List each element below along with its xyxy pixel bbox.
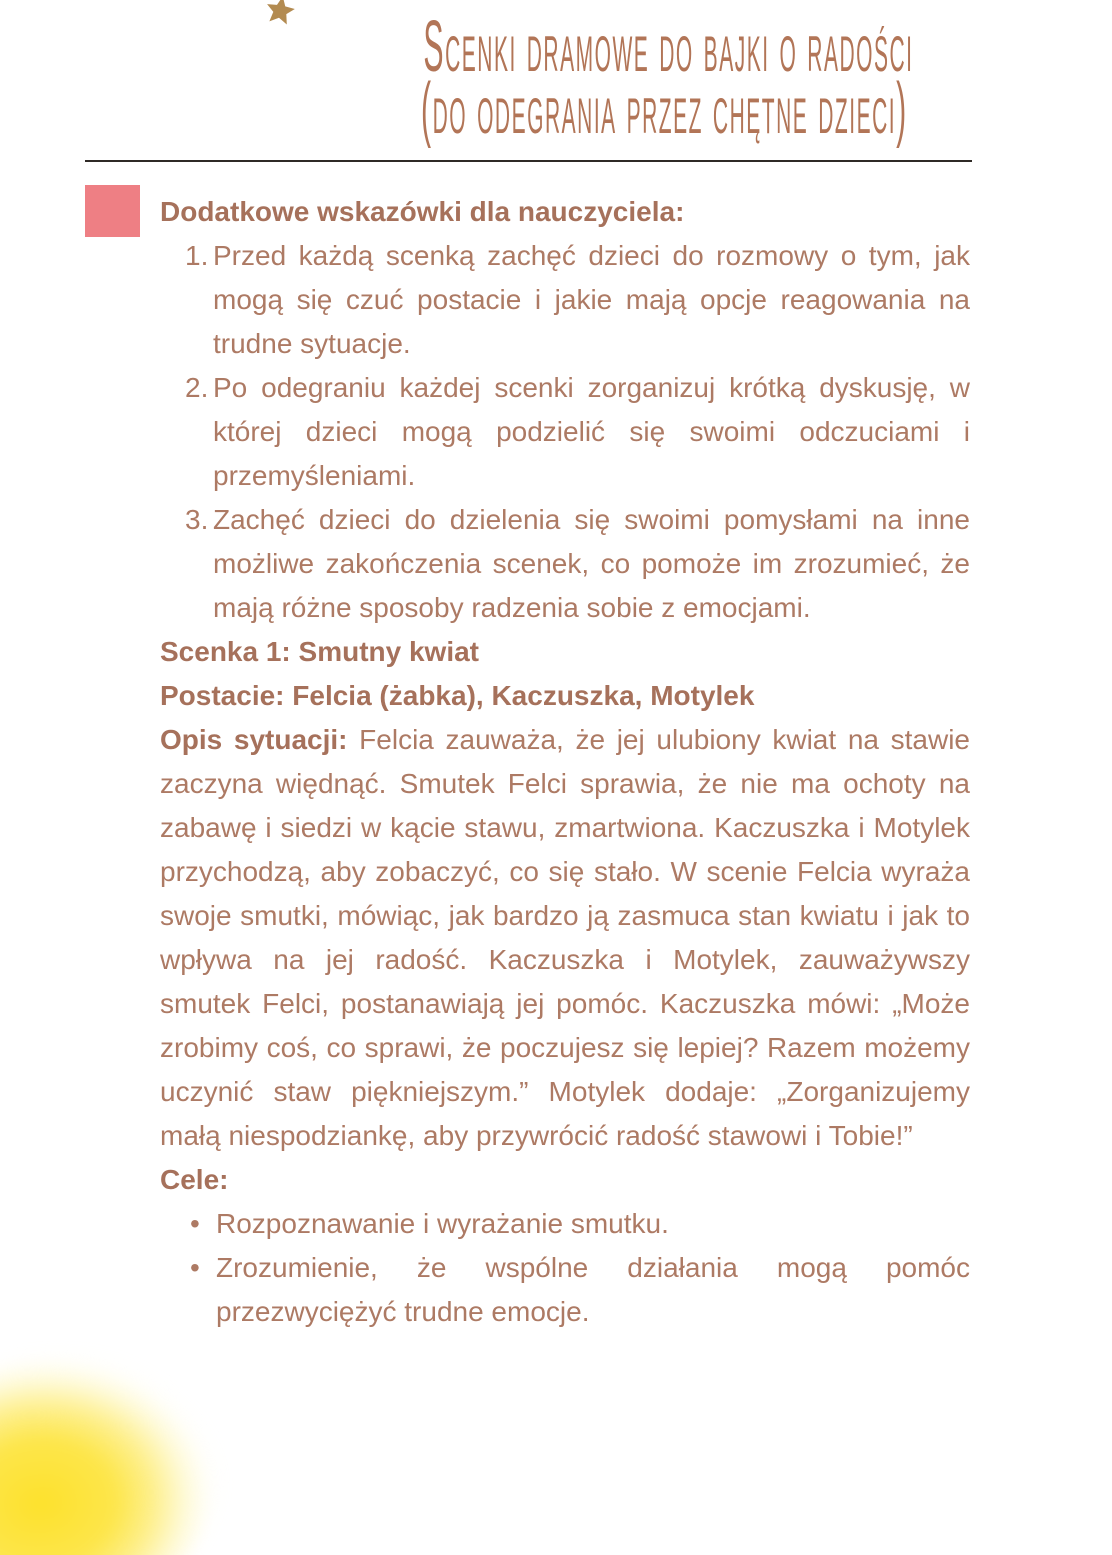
goal-text-2: Zrozumienie, że wspólne działania mogą pomóc przezwyciężyć trudne emocje.: [216, 1252, 970, 1327]
scene-characters: Postacie: Felcia (żabka), Kaczuszka, Motylek: [160, 680, 755, 711]
scene-description: [160, 718, 970, 1158]
scene-title: Scenka 1: Smutny kwiat: [160, 636, 480, 667]
watercolor-blob: [0, 1337, 238, 1555]
tips-list: [160, 234, 970, 630]
tip-number-1: 1.: [185, 240, 209, 271]
tips-heading: Dodatkowe wskazówki dla nauczyciela:: [160, 196, 685, 227]
goal-item-1: [190, 1202, 970, 1246]
scene-description-text: Felcia zauważa, że jej ulubiony kwiat na stawie zaczyna więdnąć. Smutek Felci sprawia, że nie ma ochoty na zabawę i siedzi w kącie stawu, zmartwiona. Kaczuszka i Motylek przychodzą, aby zobaczyć, co się stało. W scenie Felcia wyraża swoje smutki, mówiąc, jak bardzo ją zasmuca stan kwiatu i jak to wpływa na jej radość. Kaczuszka i Motylek, zauważywszy smutek Felci, postanawiają jej pomóc. Kaczuszka mówi: „Może zrobimy coś, co sprawi, że poczujesz się lepiej? Razem możemy uczynić staw piękniejszym.” Motylek dodaje: „Zorganizujemy małą niespodziankę, aby przywrócić radość stawowi i Tobie!”: [160, 724, 970, 1151]
tip-number-2: 2.: [185, 372, 209, 403]
goals-list: [160, 1202, 970, 1334]
tip-item-1: [185, 234, 970, 366]
tip-text-2: Po odegraniu każdej scenki zorganizuj krótką dyskusję, w której dzieci mogą podzielić się swoimi odczuciami i przemyśleniami.: [213, 372, 970, 491]
scene-description-label: Opis sytuacji:: [160, 724, 348, 755]
goal-text-1: Rozpoznawanie i wyrażanie smutku.: [216, 1208, 669, 1239]
tip-item-3: [185, 498, 970, 630]
goal-item-2: [190, 1246, 970, 1334]
tip-item-2: [185, 366, 970, 498]
title-line-1: Scenki dramowe do bajki o radości: [423, 7, 914, 87]
divider-rule: [85, 160, 972, 162]
content-column: [160, 190, 970, 1334]
title-line-2-row: [85, 69, 972, 149]
bullet-icon: •: [190, 1208, 200, 1239]
title-line-2: (do odegrania przez chętne dzieci): [421, 69, 908, 149]
tip-number-3: 3.: [185, 504, 209, 535]
bullet-icon: •: [190, 1252, 200, 1283]
document-title: [85, 7, 972, 149]
pink-accent-square: [85, 185, 140, 237]
goals-heading: Cele:: [160, 1164, 229, 1195]
tip-text-1: Przed każdą scenką zachęć dzieci do rozmowy o tym, jak mogą się czuć postacie i jakie mają opcje reagowania na trudne sytuacje.: [213, 240, 970, 359]
tip-text-3: Zachęć dzieci do dzielenia się swoimi pomysłami na inne możliwe zakończenia scenek, co pomoże im zrozumieć, że mają różne sposoby radzenia sobie z emocjami.: [213, 504, 970, 623]
